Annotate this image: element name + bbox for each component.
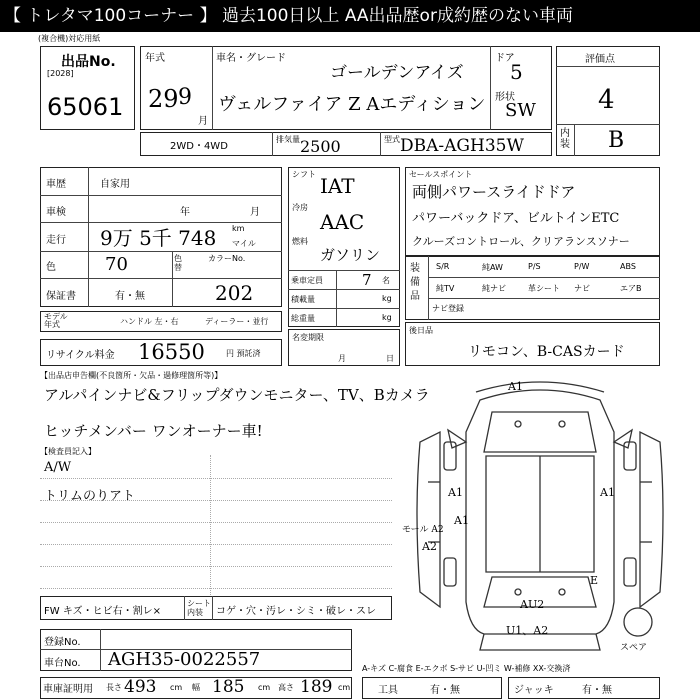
equipment-item: 純TV xyxy=(436,284,455,293)
shift-value: IAT xyxy=(320,174,355,198)
dim-height-unit: cm xyxy=(338,683,351,692)
warranty-value: 有・無 xyxy=(115,291,145,302)
inspection-label: 車検 xyxy=(46,207,66,218)
damage-mark: A1 xyxy=(454,514,469,527)
ac-label: 冷房 xyxy=(292,203,308,212)
load-unit: kg xyxy=(382,294,392,303)
damage-mark: A1 xyxy=(600,486,615,499)
mileage-unit-mile: マイル xyxy=(232,239,256,248)
name-line2: ヴェルファイア Z Aエディション xyxy=(218,94,486,115)
equipment-item: 純AW xyxy=(482,263,503,272)
seat-label: シート内装 xyxy=(187,599,211,617)
mileage-label: 走行 xyxy=(46,235,66,246)
notes-label: 【出品店申告欄(不良箇所・欠品・過修理箇所等)】 xyxy=(40,371,223,380)
equipment-item: P/W xyxy=(574,262,590,271)
dim-width-label: 幅 xyxy=(192,683,200,692)
banner-title: 【 トレタマ100コーナー 】 過去100日以上 AA出品歴or成約歴のない車両 xyxy=(0,0,700,32)
warranty-label: 保証書 xyxy=(46,291,76,302)
displacement-value: 2500 xyxy=(300,137,341,156)
model-mark-label: モデル年式 xyxy=(44,312,68,329)
total-weight-label: 総重量 xyxy=(291,314,315,323)
name-change-unit: 月 xyxy=(338,354,346,363)
after-parts-value: リモコン、B-CASカード xyxy=(468,344,625,360)
shape-value: SW xyxy=(505,100,536,121)
fuel-value: ガソリン xyxy=(320,246,381,264)
score-label: 評価点 xyxy=(585,54,615,65)
dim-height-label: 高さ xyxy=(278,683,294,692)
color-no-value: 202 xyxy=(215,281,254,305)
capacity-label: 乗車定員 xyxy=(291,276,323,285)
capacity-unit: 名 xyxy=(382,276,390,285)
name-line1: ゴールデンアイズ xyxy=(330,63,464,83)
tools-label: 工具 xyxy=(378,685,398,696)
inspector-label: 【検査員記入】 xyxy=(40,447,96,456)
equipment-item: S/R xyxy=(436,262,450,271)
nav-label: ナビ登録 xyxy=(432,304,464,313)
equipment-row-1 xyxy=(430,260,660,276)
doors-label: ドア xyxy=(495,53,515,64)
dim-len-label: 長さ xyxy=(106,683,122,692)
inspector-line2: トリムのりアト xyxy=(44,489,136,504)
year-unit: 年 xyxy=(180,207,190,218)
sales-line3: クルーズコントロール、クリアランスソナー xyxy=(412,235,630,248)
history-label: 車歴 xyxy=(46,179,66,190)
load-label: 積載量 xyxy=(291,295,315,304)
interior-value: B xyxy=(608,128,625,153)
chassis-label: 車台No. xyxy=(44,658,81,669)
equipment-label: 装備品 xyxy=(410,263,420,302)
dim-width-value: 185 xyxy=(212,677,245,697)
history-value: 自家用 xyxy=(100,179,130,190)
mileage-value: 9万 5千 748 xyxy=(100,226,217,250)
mileage-unit-km: km xyxy=(232,224,245,233)
color-change-label: 色替 xyxy=(174,254,182,272)
damage-legend: A-キズ C-腐食 E-エクボ S-サビ U-凹ミ W-補修 XX-交換済 xyxy=(362,664,571,673)
color-no-label: カラーNo. xyxy=(208,254,246,263)
fuel-label: 燃料 xyxy=(292,237,308,246)
recycle-label: リサイクル料金 xyxy=(46,350,115,361)
car-diagram xyxy=(400,372,680,660)
fw-text: FW キズ・ヒビ右・割レ× xyxy=(44,606,161,617)
lot-number: 65061 xyxy=(47,93,124,121)
sales-line1: 両側パワースライドドア xyxy=(412,183,576,201)
lot-label: 出品No. xyxy=(61,54,116,70)
month-suffix: 月 xyxy=(198,116,208,127)
equipment-item: P/S xyxy=(528,262,541,271)
tools-value: 有・無 xyxy=(430,685,460,696)
name-label: 車名・グレード xyxy=(216,53,286,64)
model-label: 型式 xyxy=(384,135,400,144)
year-label: 年式 xyxy=(145,53,165,64)
handle-label: ハンドル 左・右 xyxy=(120,317,179,326)
name-change-label: 名変期限 xyxy=(292,333,324,342)
notes-line1: アルパインナビ&フリップダウンモニター、TV、Bカメラ xyxy=(44,386,430,404)
dim-width-unit: cm xyxy=(258,683,271,692)
damage-mark: A1 xyxy=(508,380,523,393)
seat-text: コゲ・穴・汚レ・シミ・破レ・スレ xyxy=(216,606,376,617)
total-weight-unit: kg xyxy=(382,313,392,322)
spare-label: スペア xyxy=(620,643,648,653)
equipment-item: エアB xyxy=(620,284,642,293)
drive-label: 2WD・4WD xyxy=(170,141,228,152)
ac-value: AAC xyxy=(320,210,365,234)
equipment-item: ナビ xyxy=(574,284,590,293)
month-value: 9 xyxy=(178,85,192,110)
dim-height-value: 189 xyxy=(300,677,333,697)
recycle-value: 16550 xyxy=(138,340,205,364)
dim-len-value: 493 xyxy=(124,677,157,697)
damage-mark: AU2 xyxy=(520,598,545,611)
damage-mark: A2 xyxy=(422,540,437,553)
lot-box xyxy=(40,46,135,130)
dim-len-unit: cm xyxy=(170,683,183,692)
notes-line2: ヒッチメンバー ワンオーナー車! xyxy=(44,422,263,440)
shift-label: シフト xyxy=(292,170,316,179)
score-value: 4 xyxy=(598,85,615,115)
equipment-item: 純ナビ xyxy=(482,284,506,293)
month-unit: 月 xyxy=(250,207,260,218)
sales-line2: パワーバックドア、ビルトインETC xyxy=(412,211,620,226)
sub-header: (複合機)対応用紙 xyxy=(38,34,101,43)
shape-label: 形状 xyxy=(495,92,515,103)
damage-mark: U1、A2 xyxy=(506,624,549,637)
name-change-day: 日 xyxy=(386,354,394,363)
registration-label: 登録No. xyxy=(44,637,81,648)
jack-label: ジャッキ xyxy=(514,685,554,696)
inspector-line1: A/W xyxy=(44,460,72,475)
dimensions-label: 車庫証明用 xyxy=(43,684,93,695)
equipment-row-2 xyxy=(430,281,660,297)
year-value: 29 xyxy=(148,85,179,113)
after-parts-label: 後日品 xyxy=(409,326,433,335)
model-value: DBA-AGH35W xyxy=(400,136,524,156)
doors-value: 5 xyxy=(510,60,523,84)
dealer-label: ディーラー・並行 xyxy=(205,317,269,326)
displacement-label: 排気量 xyxy=(276,135,300,144)
capacity-value: 7 xyxy=(362,271,372,289)
color-label: 色 xyxy=(46,262,56,273)
interior-label: 内装 xyxy=(560,128,570,150)
mall-mark: モール A2 xyxy=(402,525,444,535)
damage-mark: A1 xyxy=(448,486,463,499)
equipment-item: 革シート xyxy=(528,284,560,293)
chassis-value: AGH35-0022557 xyxy=(108,649,261,670)
recycle-unit: 円 預託済 xyxy=(226,349,261,358)
jack-value: 有・無 xyxy=(582,685,612,696)
e-mark: E xyxy=(590,574,599,587)
lot-code: [2028] xyxy=(47,69,74,78)
sales-points-label: セールスポイント xyxy=(409,170,473,179)
equipment-item: ABS xyxy=(620,262,636,271)
color-value: 70 xyxy=(105,254,128,275)
